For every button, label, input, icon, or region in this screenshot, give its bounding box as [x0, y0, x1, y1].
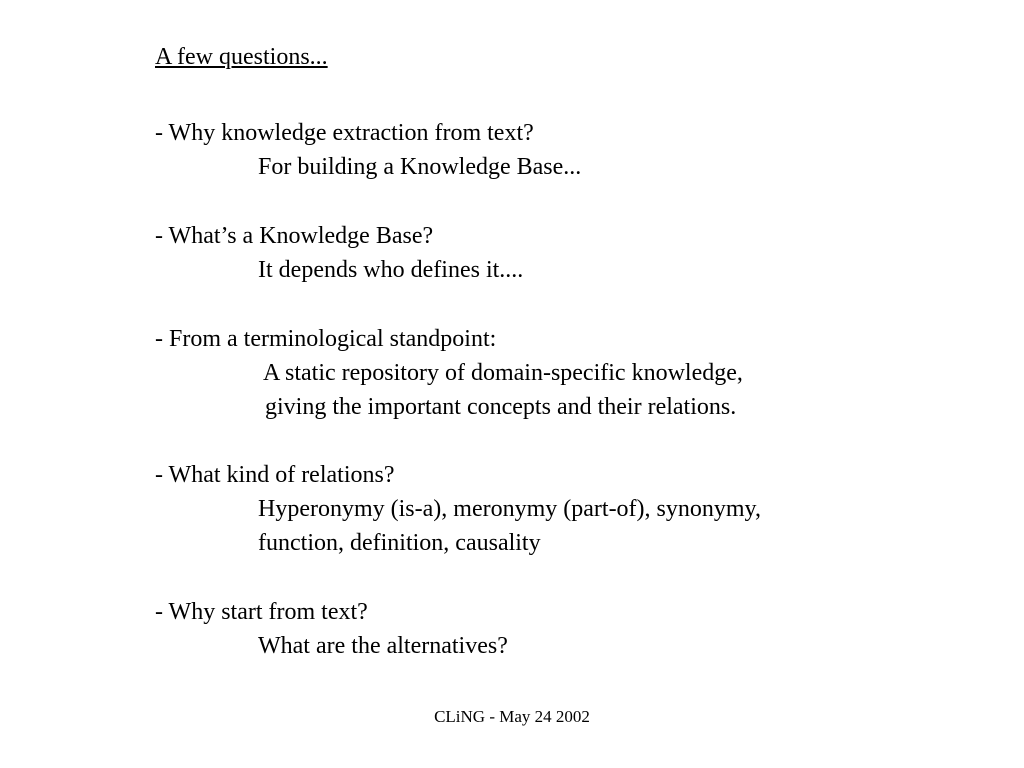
question-why-text: - Why start from text? [155, 599, 368, 625]
question-why-extraction: - Why knowledge extraction from text? [155, 120, 534, 146]
answer-relations-line-1: Hyperonymy (is-a), meronymy (part-of), synonymy, [258, 496, 761, 522]
slide-title: A few questions... [155, 44, 328, 70]
answer-why-extraction: For building a Knowledge Base... [258, 154, 582, 180]
question-terminological: - From a terminological standpoint: [155, 326, 497, 352]
question-what-kb: - What’s a Knowledge Base? [155, 223, 434, 249]
answer-terminological-line-1: A static repository of domain-specific knowledge, [263, 360, 743, 386]
answer-what-kb: It depends who defines it.... [258, 257, 524, 283]
answer-why-text: What are the alternatives? [258, 633, 508, 659]
answer-relations-line-2: function, definition, causality [258, 530, 541, 556]
answer-terminological-line-2: giving the important concepts and their relations. [265, 394, 737, 420]
slide-footer: CLiNG - May 24 2002 [434, 707, 590, 726]
question-relations: - What kind of relations? [155, 462, 395, 488]
